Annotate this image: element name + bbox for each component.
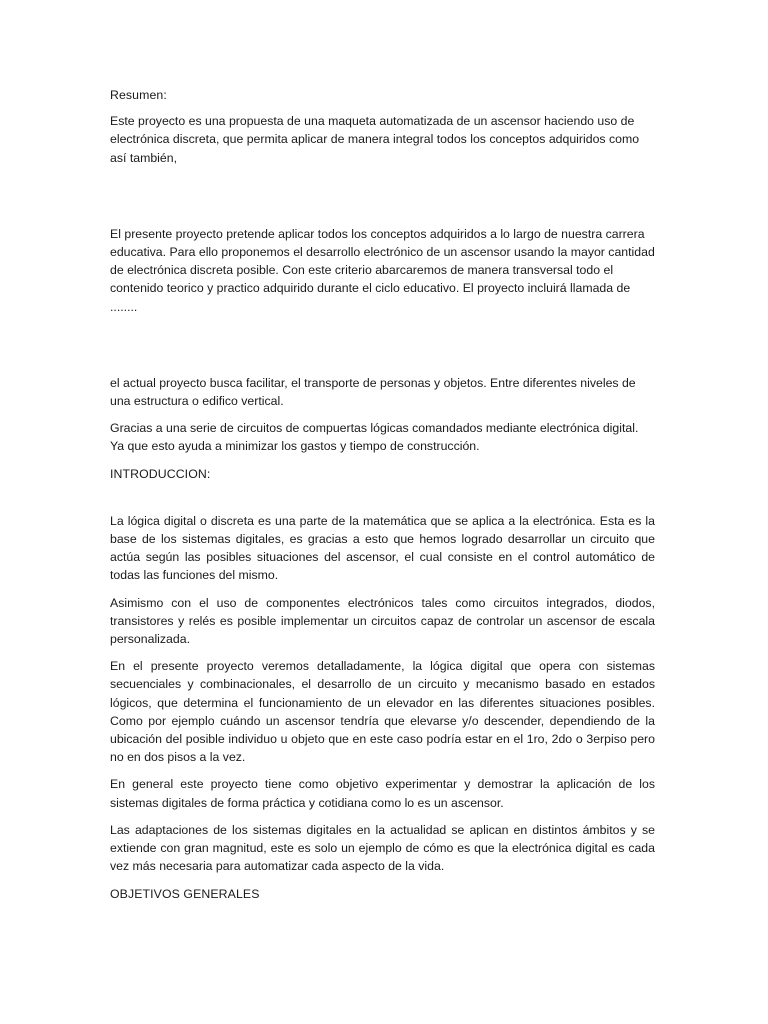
document-page bbox=[110, 86, 655, 903]
introduccion-heading: INTRODUCCION: bbox=[110, 466, 211, 481]
paragraph-gracias: Gracias a una serie de circuitos de compuertas lógicas comandados mediante electrónica digital. Ya que esto ayuda a minimizar los gastos y tiempo de construcción. bbox=[110, 421, 639, 454]
paragraph-proyecto-pretende: El presente proyecto pretende aplicar todos los conceptos adquiridos a lo largo de nuestra carrera educativa. Para ello proponemos el desarrollo electrónico de un ascensor usando la mayor cantidad de electrónica discreta posible. Con este criterio abarcaremos de manera transversal todo el contenido teorico y practico adquirido durante el ciclo educativo. El proyecto incluirá llamada de ........ bbox=[110, 226, 655, 314]
objetivos-heading: OBJETIVOS GENERALES bbox=[110, 886, 260, 901]
paragraph-logica-digital: La lógica digital o discreta es una parte de la matemática que se aplica a la electrónica. Esta es la base de los sistemas digitales, es gracias a esto que hemos logrado desarrollar un circuito que actúa según las posibles situaciones del ascensor, el cual consiste en el control automático de todas las funciones del mismo. bbox=[110, 513, 655, 583]
paragraph-asimismo: Asimismo con el uso de componentes electrónicos tales como circuitos integrados, diodos, transistores y relés es posible implementar un circuitos capaz de controlar un ascensor de escala personalizada. bbox=[110, 595, 655, 647]
paragraph-proyecto-busca: el actual proyecto busca facilitar, el transporte de personas y objetos. Entre diferentes niveles de una estructura o edifico vertical. bbox=[110, 375, 636, 409]
resumen-heading: Resumen: bbox=[110, 88, 167, 102]
paragraph-presente-proyecto: En el presente proyecto veremos detalladamente, la lógica digital que opera con sistemas secuenciales y combinacionales, el desarrollo de un circuito y mecanismo basado en estados lógicos, que determina el funcionamiento de un elevador en las diferentes situaciones posibles. Como por ejemplo cuándo un ascensor tendría que elevarse y/o descender, dependiendo de la ubicación del posible individuo u objeto que en este caso podría estar en el 1ro, 2do o 3erpiso pero no en dos pisos a la vez. bbox=[110, 659, 655, 765]
paragraph-adaptaciones: Las adaptaciones de los sistemas digitales en la actualidad se aplican en distintos ámbitos y se extiende con gran magnitud, este es solo un ejemplo de cómo es que la electrónica digital es cada vez más necesaria para automatizar cada aspecto de la vida. bbox=[110, 822, 655, 874]
paragraph-resumen-intro: Este proyecto es una propuesta de una maqueta automatizada de un ascensor haciendo uso de electrónica discreta, que permita aplicar de manera integral todos los conceptos adquiridos como así también, bbox=[110, 114, 640, 165]
paragraph-en-general: En general este proyecto tiene como objetivo experimentar y demostrar la aplicación de los sistemas digitales de forma práctica y cotidiana como lo es un ascensor. bbox=[110, 777, 655, 810]
